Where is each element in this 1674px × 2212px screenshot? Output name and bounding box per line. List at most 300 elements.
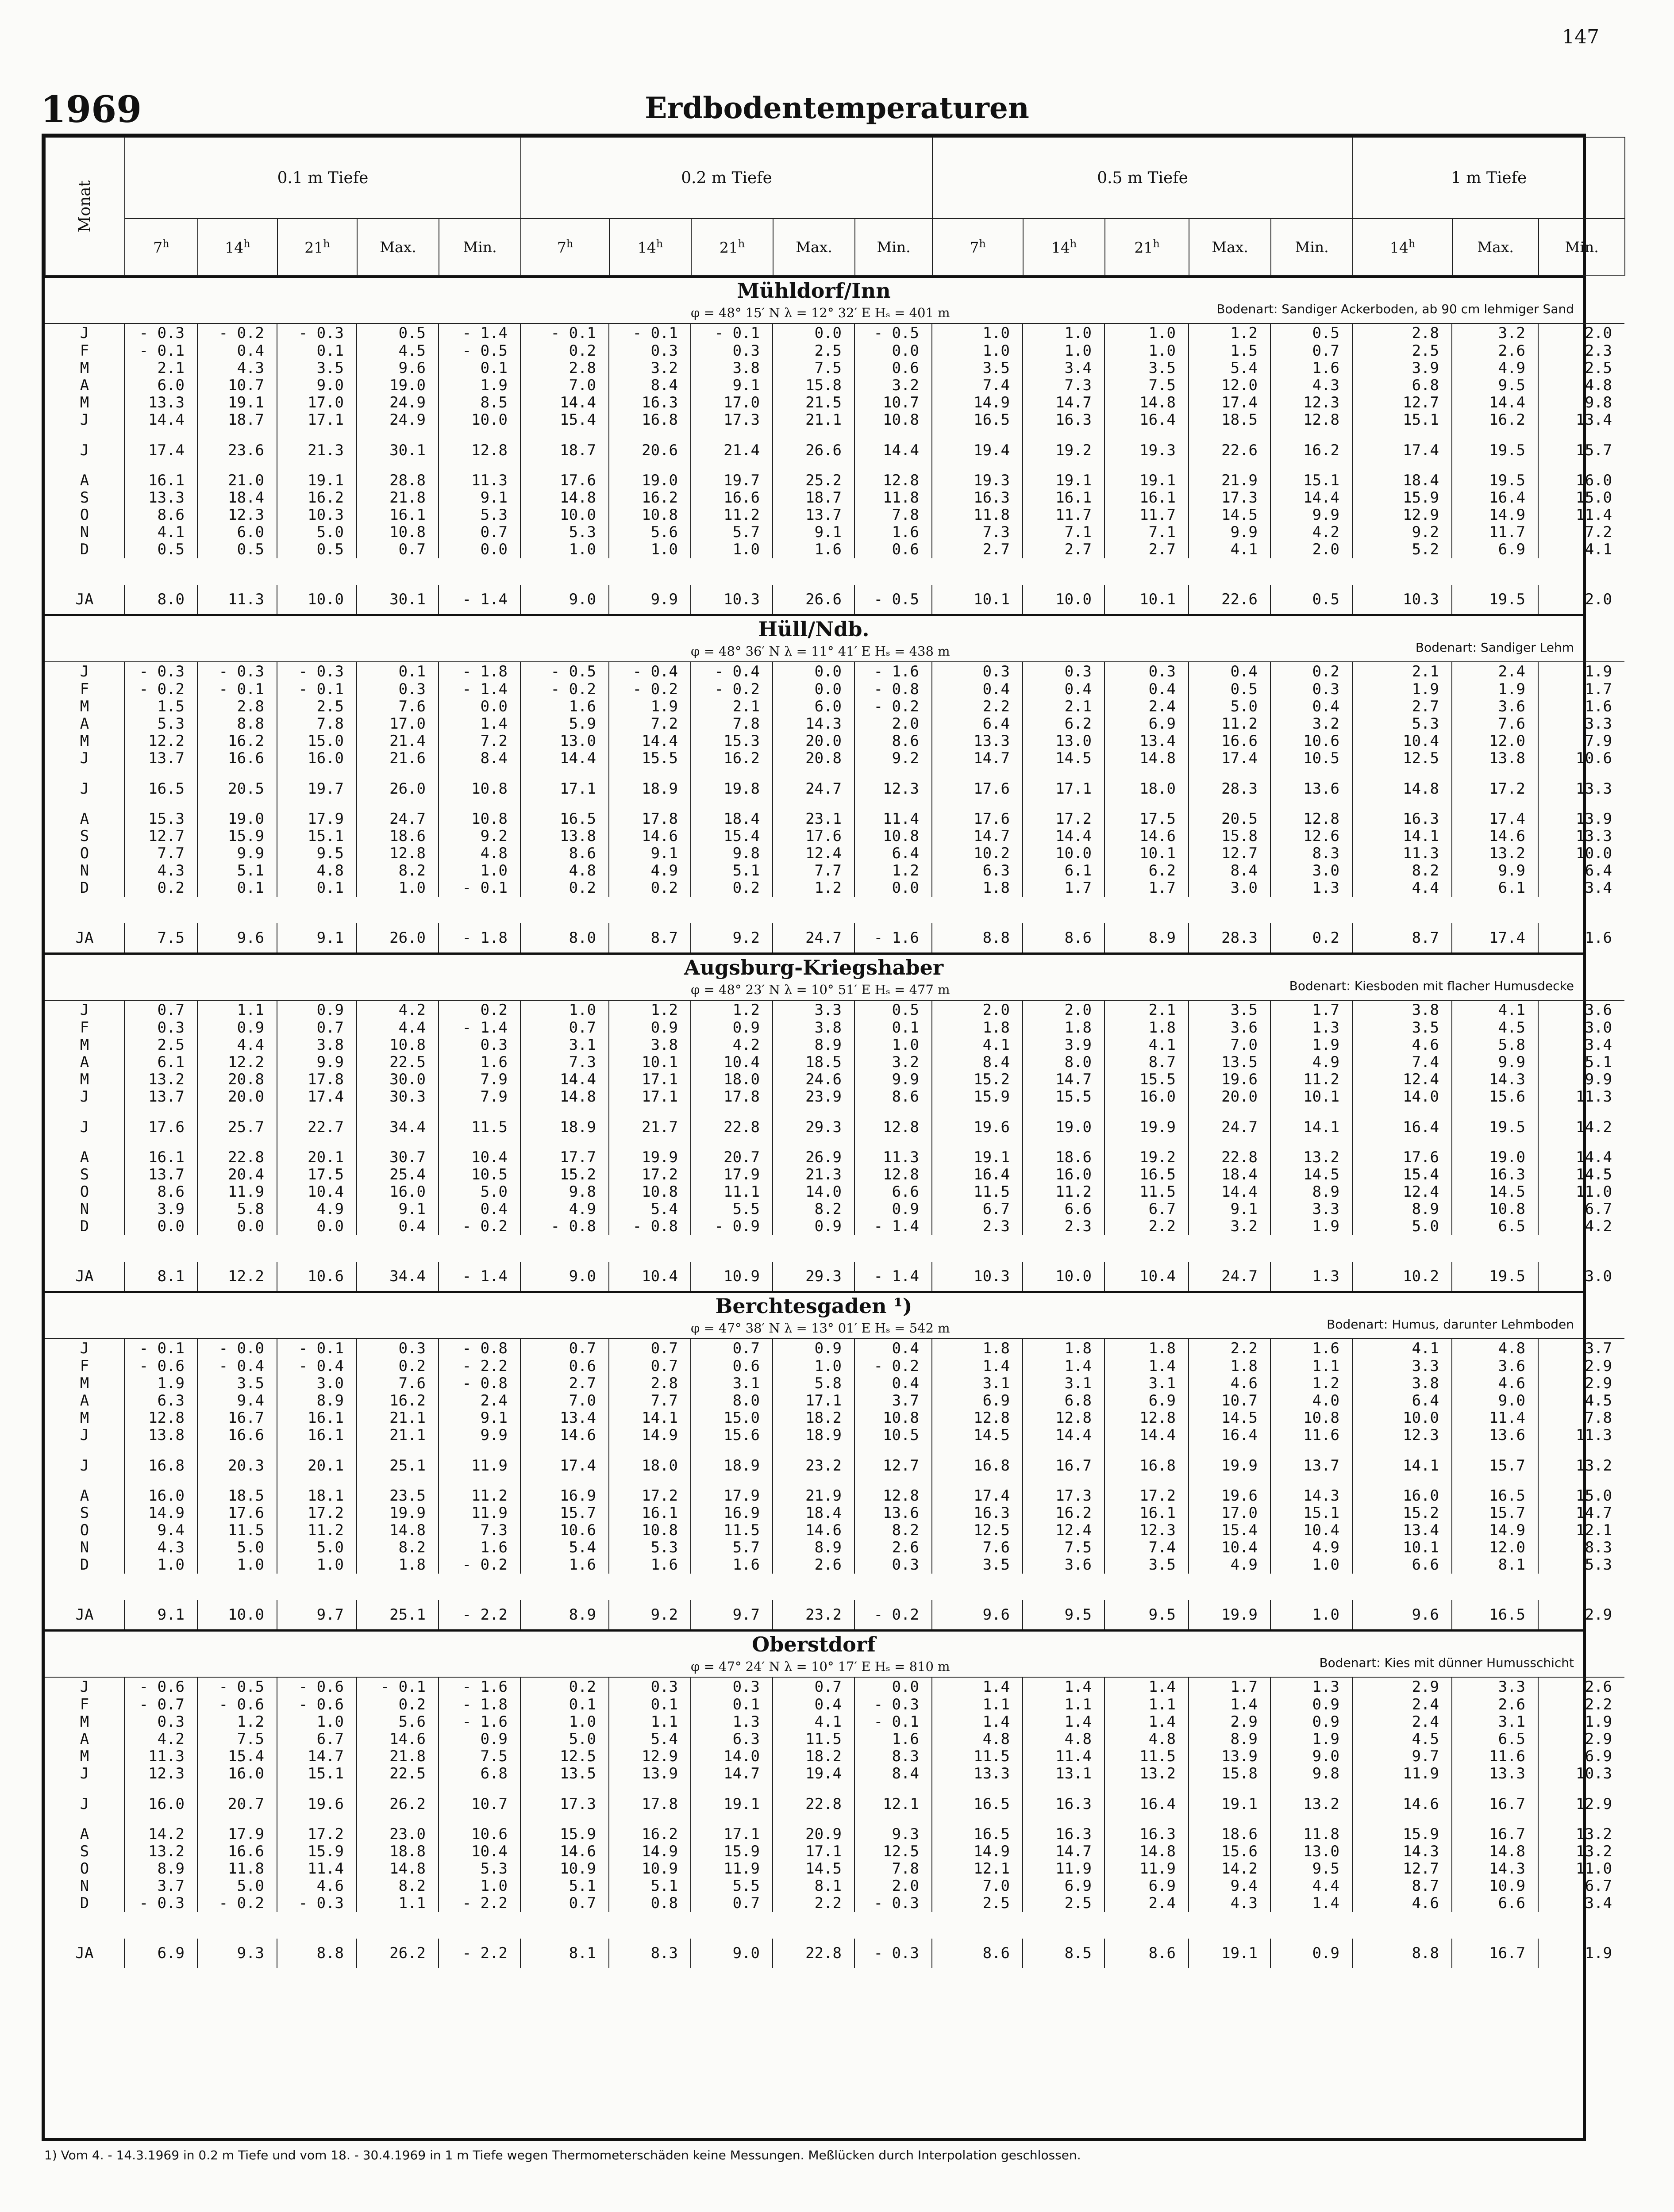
temperature-cell: 12.8 [854,1487,932,1505]
month-label: J [80,1456,89,1475]
temperature-cell: 9.1 [357,1201,439,1218]
temperature-cell: 12.2 [124,733,197,750]
temperature-cell: 7.8 [854,1860,932,1878]
temperature-cell: 14.4 [1452,394,1538,411]
temperature-cell: 5.8 [773,1375,854,1392]
temperature-cell: 22.8 [773,1782,854,1826]
temperature-cell: 16.2 [1023,1505,1104,1522]
column-header: Min. [439,219,521,275]
temperature-cell: 16.0 [1538,472,1624,489]
temperature-cell: 21.8 [357,1748,439,1765]
temperature-cell: 16.6 [197,1427,277,1444]
month-label: JA [75,1944,94,1962]
month-label: O [80,1860,89,1878]
temperature-cell: 20.8 [197,1071,277,1088]
temperature-cell: 14.4 [1270,489,1352,507]
temperature-cell: 16.0 [357,1183,439,1201]
temperature-cell: 2.3 [1023,1218,1104,1235]
temperature-cell: 2.4 [1104,698,1189,715]
temperature-cell: 7.0 [520,377,609,394]
temperature-cell: 0.0 [277,1218,357,1235]
temperature-cell: 7.8 [854,507,932,524]
temperature-cell: 9.8 [691,845,773,862]
temperature-cell: 8.9 [773,1037,854,1054]
month-row [45,1201,1624,1218]
temperature-cell: 2.4 [1104,1895,1189,1912]
temperature-cell: 1.8 [1023,1339,1104,1358]
temperature-cell: 11.6 [1270,1427,1352,1444]
temperature-cell: 0.0 [854,879,932,897]
temperature-cell: 16.4 [1189,1427,1270,1444]
temperature-cell: - 0.4 [691,662,773,681]
temperature-cell: 30.1 [357,429,439,472]
temperature-cell: 23.0 [357,1826,439,1843]
temperature-cell: 3.8 [277,1037,357,1054]
temperature-cell: 0.0 [439,698,520,715]
temperature-cell: 30.3 [357,1088,439,1106]
temperature-cell: 10.3 [277,507,357,524]
temperature-cell: 15.6 [1189,1843,1270,1860]
temperature-cell: 7.2 [609,715,691,733]
temperature-cell: - 0.1 [197,681,277,698]
temperature-cell: 10.1 [1352,1539,1452,1556]
temperature-cell: 18.5 [197,1487,277,1505]
temperature-cell: 4.2 [1538,1218,1624,1235]
temperature-cell: 14.0 [773,1183,854,1201]
month-label: M [80,1036,89,1054]
temperature-cell: 16.3 [932,489,1023,507]
temperature-cell: 5.2 [1352,541,1452,558]
temperature-cell: 6.0 [197,524,277,541]
temperature-cell: 11.8 [197,1860,277,1878]
temperature-cell: 0.5 [277,541,357,558]
temperature-cell: 7.9 [1538,733,1624,750]
temperature-cell: 17.9 [691,1166,773,1183]
temperature-cell: 7.6 [932,1539,1023,1556]
temperature-cell: 18.6 [1023,1149,1104,1166]
temperature-cell: 17.8 [277,1071,357,1088]
temperature-cell: 14.8 [1104,1843,1189,1860]
temperature-cell: 2.0 [1270,541,1352,558]
temperature-cell: - 0.4 [609,662,691,681]
temperature-cell: 0.2 [609,879,691,897]
month-label: JA [75,929,94,947]
temperature-cell: 4.3 [1270,377,1352,394]
temperature-cell: 2.9 [1538,1358,1624,1375]
temperature-cell: 17.6 [932,767,1023,810]
temperature-cell: 1.6 [1538,698,1624,715]
temperature-cell: 3.0 [1270,862,1352,879]
temperature-cell: 0.1 [520,1696,609,1713]
temperature-cell: 8.9 [1270,1183,1352,1201]
temperature-cell: 21.7 [609,1106,691,1149]
temperature-cell: 2.6 [1452,1696,1538,1713]
temperature-cell: 9.1 [609,845,691,862]
temperature-cell: 13.7 [1270,1444,1352,1487]
temperature-cell: 0.8 [609,1895,691,1912]
temperature-cell: 0.0 [197,1218,277,1235]
temperature-cell: 4.5 [1352,1731,1452,1748]
monat-header: Monat [45,137,125,275]
temperature-cell: 7.1 [1104,524,1189,541]
temperature-cell: 14.7 [932,750,1023,767]
temperature-cell: 6.7 [1104,1201,1189,1218]
temperature-cell: 21.1 [357,1427,439,1444]
temperature-cell: 13.0 [1270,1843,1352,1860]
temperature-cell: 9.1 [439,489,520,507]
temperature-cell: 3.5 [1104,1556,1189,1574]
temperature-cell: 1.0 [520,1000,609,1019]
month-row [45,1019,1624,1037]
temperature-cell: 8.7 [1104,1054,1189,1071]
temperature-cell: 0.4 [1189,662,1270,681]
temperature-cell: 9.2 [854,750,932,767]
temperature-cell: - 0.3 [854,1696,932,1713]
temperature-cell: 12.9 [1352,507,1452,524]
temperature-cell: 2.0 [932,1000,1023,1019]
column-header: Max. [357,219,439,275]
temperature-cell: 16.7 [1452,1939,1538,1968]
temperature-cell: 13.0 [520,733,609,750]
temperature-cell: 21.1 [357,1409,439,1427]
temperature-cell: 9.9 [1189,524,1270,541]
month-row [45,323,1624,342]
temperature-cell: - 0.3 [854,1895,932,1912]
temperature-cell: 16.8 [1104,1444,1189,1487]
temperature-cell: 11.6 [1452,1748,1538,1765]
temperature-cell: 19.2 [1104,1149,1189,1166]
temperature-cell: 9.0 [1270,1748,1352,1765]
temperature-cell: 22.6 [1189,585,1270,614]
temperature-cell: 9.0 [691,1939,773,1968]
temperature-cell: 7.1 [1023,524,1104,541]
temperature-cell: 7.5 [439,1748,520,1765]
month-label: A [80,1825,89,1843]
temperature-cell: 8.6 [932,1939,1023,1968]
temperature-cell: 14.4 [124,411,197,429]
temperature-cell: 3.6 [1452,698,1538,715]
temperature-cell: 0.1 [277,342,357,360]
temperature-cell: 14.4 [1189,1183,1270,1201]
temperature-cell: 3.9 [124,1201,197,1218]
temperature-cell: 4.9 [1189,1556,1270,1574]
temperature-cell: 6.0 [773,698,854,715]
temperature-cell: 23.2 [773,1600,854,1629]
temperature-cell: 14.8 [520,489,609,507]
temperature-cell: 0.1 [357,662,439,681]
temperature-cell: 0.3 [854,1556,932,1574]
temperature-cell: 18.4 [1189,1166,1270,1183]
temperature-cell: - 0.3 [277,662,357,681]
annual-row [45,585,1624,614]
temperature-cell: 13.7 [773,507,854,524]
temperature-cell: 19.9 [1189,1600,1270,1629]
temperature-cell: 15.8 [773,377,854,394]
temperature-cell: 12.8 [854,1106,932,1149]
column-header: 21$^h$ [691,219,773,275]
temperature-cell: 22.7 [277,1106,357,1149]
temperature-cell: 3.4 [1023,360,1104,377]
temperature-cell: 7.3 [1023,377,1104,394]
temperature-cell: 1.1 [1270,1358,1352,1375]
temperature-cell: - 0.2 [854,1358,932,1375]
temperature-cell: 14.6 [520,1843,609,1860]
temperature-cell: 4.6 [1352,1037,1452,1054]
temperature-cell: 28.3 [1189,923,1270,952]
temperature-cell: - 0.1 [691,323,773,342]
temperature-cell: 13.7 [124,1166,197,1183]
temperature-cell: 10.4 [277,1183,357,1201]
temperature-cell: 1.6 [1538,923,1624,952]
temperature-cell: 13.5 [520,1765,609,1782]
temperature-cell: 2.7 [1104,541,1189,558]
temperature-cell: 17.4 [932,1487,1023,1505]
month-label: D [80,879,89,897]
temperature-cell: 16.1 [357,507,439,524]
temperature-cell: 18.6 [357,828,439,845]
temperature-cell: 14.4 [520,394,609,411]
temperature-cell: - 0.1 [277,1339,357,1358]
temperature-cell: 0.4 [932,681,1023,698]
annual-row [45,1600,1624,1629]
temperature-cell: 1.0 [932,323,1023,342]
temperature-cell: 0.3 [1023,662,1104,681]
temperature-cell: 10.4 [1352,733,1452,750]
temperature-cell: 8.1 [124,1262,197,1291]
temperature-cell: 0.4 [439,1201,520,1218]
month-label: F [80,342,89,360]
temperature-cell: 9.7 [277,1600,357,1629]
temperature-cell: 1.3 [1270,1019,1352,1037]
temperature-cell: - 0.3 [277,323,357,342]
temperature-cell: 15.1 [277,828,357,845]
temperature-cell: 8.7 [1352,923,1452,952]
temperature-cell: 2.1 [1352,662,1452,681]
temperature-cell: 2.4 [439,1392,520,1409]
temperature-cell: 17.1 [609,1088,691,1106]
temperature-cell: 12.6 [1270,828,1352,845]
temperature-cell: 11.4 [1023,1748,1104,1765]
temperature-cell: 20.0 [1189,1088,1270,1106]
temperature-cell: 5.8 [1452,1037,1538,1054]
temperature-cell: - 2.2 [439,1895,520,1912]
month-label: S [80,1843,89,1860]
temperature-cell: 4.3 [1189,1895,1270,1912]
temperature-cell: 18.2 [773,1409,854,1427]
temperature-cell: 0.4 [197,342,277,360]
temperature-cell: 23.6 [197,429,277,472]
temperature-cell: 3.8 [1352,1000,1452,1019]
temperature-cell: 14.4 [609,733,691,750]
temperature-cell: 1.0 [357,879,439,897]
temperature-cell: - 0.2 [854,1600,932,1629]
temperature-cell: 24.7 [773,767,854,810]
temperature-cell: 16.0 [1352,1487,1452,1505]
temperature-cell: - 0.1 [124,1339,197,1358]
temperature-cell: 11.3 [1538,1427,1624,1444]
temperature-cell: 9.1 [439,1409,520,1427]
temperature-cell: 15.3 [691,733,773,750]
temperature-cell: 15.2 [1352,1505,1452,1522]
temperature-cell: 1.1 [1104,1696,1189,1713]
temperature-cell: 10.0 [520,507,609,524]
temperature-cell: - 0.5 [854,323,932,342]
month-row [45,1071,1624,1088]
temperature-cell: 4.2 [1270,524,1352,541]
depth-header-1: 1 m Tiefe [1353,137,1625,219]
temperature-cell: 20.0 [773,733,854,750]
temperature-cell: 17.8 [609,1782,691,1826]
temperature-cell: 12.2 [197,1262,277,1291]
temperature-cell: 0.2 [1270,923,1352,952]
temperature-cell: 18.7 [520,429,609,472]
temperature-cell: 12.7 [854,1444,932,1487]
temperature-cell: 1.0 [439,862,520,879]
temperature-cell: 8.8 [1352,1939,1452,1968]
temperature-cell: 16.6 [197,1843,277,1860]
temperature-cell: 1.0 [1270,1600,1352,1629]
temperature-cell: 2.9 [1538,1600,1624,1629]
station-name: Hüll/Ndb. [758,617,870,641]
temperature-cell: 8.9 [1104,923,1189,952]
temperature-cell: 2.9 [1538,1731,1624,1748]
temperature-cell: 24.7 [357,810,439,828]
temperature-cell: 5.3 [439,507,520,524]
temperature-cell: 16.5 [932,1826,1023,1843]
month-label: F [80,1019,89,1037]
temperature-cell: 13.2 [1270,1782,1352,1826]
temperature-cell: 8.5 [1023,1939,1104,1968]
temperature-cell: 5.0 [1352,1218,1452,1235]
temperature-cell: 12.8 [1270,810,1352,828]
temperature-cell: 1.6 [439,1054,520,1071]
temperature-cell: 1.2 [609,1000,691,1019]
temperature-cell: 17.1 [691,1826,773,1843]
temperature-cell: 4.8 [932,1731,1023,1748]
temperature-cell: 15.8 [1189,828,1270,845]
temperature-cell: 13.3 [1538,828,1624,845]
month-label: J [80,1795,89,1813]
month-label: S [80,1166,89,1183]
temperature-cell: 19.3 [1104,429,1189,472]
temperature-cell: 9.8 [1270,1765,1352,1782]
temperature-cell: 30.0 [357,1071,439,1088]
temperature-cell: 18.7 [197,411,277,429]
temperature-cell: 10.1 [1104,585,1189,614]
temperature-cell: 21.8 [357,489,439,507]
temperature-cell: 12.8 [357,845,439,862]
temperature-cell: 17.0 [357,715,439,733]
temperature-cell: 14.9 [1452,507,1538,524]
temperature-cell: 15.2 [520,1166,609,1183]
temperature-cell: 12.9 [1538,1782,1624,1826]
temperature-cell: 4.2 [357,1000,439,1019]
temperature-cell: 1.6 [854,1731,932,1748]
temperature-cell: 2.8 [609,1375,691,1392]
temperature-cell: - 0.4 [277,1358,357,1375]
temperature-cell: 6.7 [277,1731,357,1748]
temperature-cell: 16.1 [609,1505,691,1522]
temperature-cell: 8.4 [1189,862,1270,879]
temperature-cell: 19.9 [357,1505,439,1522]
temperature-cell: 1.4 [1023,1677,1104,1696]
temperature-cell: 2.0 [854,715,932,733]
temperature-cell: 2.7 [932,541,1023,558]
temperature-cell: 14.5 [1023,750,1104,767]
temperature-cell: 3.1 [1104,1375,1189,1392]
footnote: 1) Vom 4. - 14.3.1969 in 0.2 m Tiefe und vom 18. - 30.4.1969 in 1 m Tiefe wegen Thermometerschäden keine Messungen. Meßlücken durch Interpolation geschlossen. [44,2148,1081,2162]
temperature-cell: 11.0 [1538,1183,1624,1201]
temperature-cell: 10.4 [609,1262,691,1291]
temperature-cell: 18.8 [357,1843,439,1860]
temperature-cell: 9.1 [773,524,854,541]
temperature-cell: 17.3 [1189,489,1270,507]
temperature-cell: 8.6 [854,733,932,750]
temperature-cell: - 0.8 [520,1218,609,1235]
temperature-cell: 0.9 [854,1201,932,1218]
temperature-cell: 21.3 [277,429,357,472]
temperature-cell: 3.2 [609,360,691,377]
temperature-cell: 1.9 [439,377,520,394]
temperature-cell: 12.8 [124,1409,197,1427]
temperature-cell: 10.0 [1538,845,1624,862]
temperature-cell: 6.3 [124,1392,197,1409]
temperature-cell: 5.3 [124,715,197,733]
temperature-cell: 1.1 [357,1895,439,1912]
temperature-cell: - 0.5 [854,585,932,614]
temperature-cell: 3.3 [1352,1358,1452,1375]
temperature-cell: 9.4 [124,1522,197,1539]
temperature-cell: 1.0 [1270,1556,1352,1574]
temperature-cell: 0.4 [357,1218,439,1235]
temperature-cell: 1.9 [1352,681,1452,698]
month-row [45,1782,1624,1826]
table-header [45,137,1625,276]
temperature-cell: 0.4 [1104,681,1189,698]
month-label: O [80,506,89,524]
column-header: Max. [1452,219,1539,275]
temperature-cell: 26.2 [357,1939,439,1968]
temperature-cell: 7.5 [1023,1539,1104,1556]
temperature-cell: 12.7 [124,828,197,845]
temperature-cell: 17.0 [691,394,773,411]
column-header: 14$^h$ [1023,219,1105,275]
temperature-cell: 17.8 [691,1088,773,1106]
temperature-cell: 17.4 [520,1444,609,1487]
temperature-cell: 16.3 [1023,411,1104,429]
temperature-cell: 9.9 [277,1054,357,1071]
temperature-cell: 5.7 [691,1539,773,1556]
month-row [45,1149,1624,1166]
temperature-cell: 11.5 [773,1731,854,1748]
temperature-cell: 17.8 [609,810,691,828]
temperature-cell: 0.6 [691,1358,773,1375]
temperature-cell: 5.9 [520,715,609,733]
temperature-cell: 8.8 [932,923,1023,952]
month-row [45,1878,1624,1895]
temperature-cell: 17.0 [1189,1505,1270,1522]
temperature-cell: 9.9 [1270,507,1352,524]
temperature-cell: 14.6 [1352,1782,1452,1826]
temperature-cell: 16.5 [932,1782,1023,1826]
temperature-cell: 0.7 [520,1339,609,1358]
temperature-cell: 4.9 [609,862,691,879]
temperature-cell: 19.6 [277,1782,357,1826]
temperature-cell: 3.3 [1538,715,1624,733]
temperature-cell: 34.4 [357,1106,439,1149]
temperature-cell: 17.1 [773,1392,854,1409]
temperature-cell: 10.8 [854,1409,932,1427]
